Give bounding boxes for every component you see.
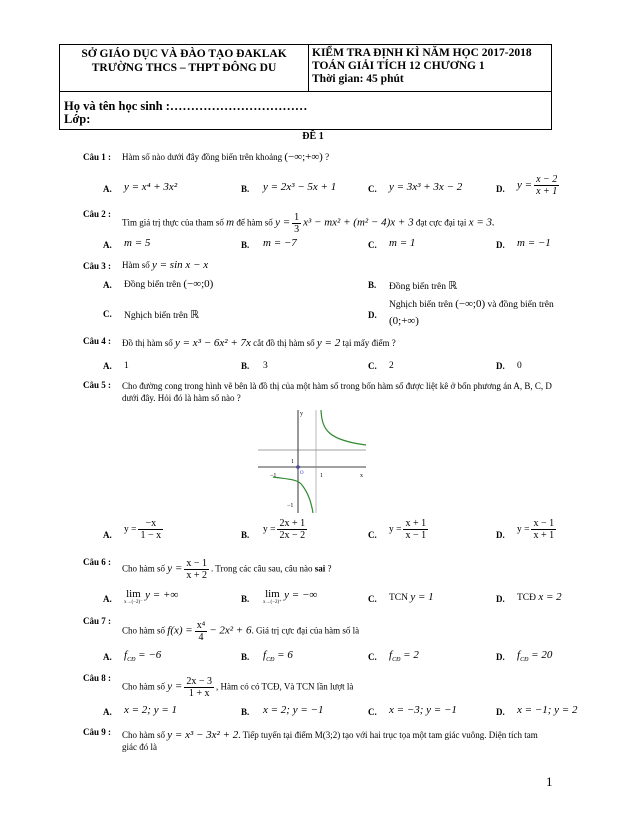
- option-c: 2: [389, 361, 394, 371]
- option-label: D.: [496, 361, 505, 371]
- option-d: [389, 296, 554, 330]
- option-func: f: [124, 649, 128, 661]
- stem-text: Cho hàm số: [122, 681, 166, 692]
- numerator: 2x − 3: [186, 676, 212, 687]
- stem-text: Tìm giá trị thực của tham số: [122, 217, 224, 228]
- option-label: C.: [368, 652, 377, 662]
- stem-func-prefix: y =: [275, 216, 291, 229]
- option-a: y = x⁴ + 3x²: [124, 181, 178, 193]
- stem-func-prefix: y =: [167, 680, 183, 693]
- option-text: Đồng biến trên: [124, 280, 181, 290]
- option-label: B.: [241, 240, 250, 250]
- option-label: B.: [241, 530, 250, 540]
- fraction: [534, 174, 559, 197]
- stem-func: − 2x² + 6: [209, 624, 252, 637]
- stem-end: tại mấy điểm ?: [342, 338, 396, 348]
- option-label: D.: [496, 594, 505, 604]
- stem-text-mid: để hàm số: [236, 217, 273, 228]
- stem-text: Cho hàm số: [122, 563, 166, 574]
- option-a: [124, 518, 165, 541]
- curve-right-branch: [321, 410, 366, 445]
- limit-symbol: lim: [265, 588, 280, 600]
- header-box: [59, 44, 552, 130]
- question-number: Câu 2 :: [83, 209, 112, 219]
- exam-info: [312, 47, 552, 86]
- stem-math-2: y = 2: [316, 337, 341, 349]
- exam-duration: Thời gian: 45 phút: [312, 73, 404, 85]
- option-d: m = −1: [517, 237, 551, 249]
- option-d-prefix: y =: [517, 179, 533, 192]
- option-text: Đồng biến trên: [389, 282, 446, 292]
- option-label: A.: [103, 280, 112, 290]
- option-label: D.: [496, 652, 505, 662]
- exam-title: KIỂM TRA ĐỊNH KÌ NĂM HỌC 2017-2018: [312, 47, 532, 59]
- limit-sub: x→(−2)⁺: [263, 600, 282, 605]
- option-label: A.: [103, 530, 112, 540]
- limit-symbol: lim: [126, 588, 141, 600]
- question-stem: [122, 558, 331, 581]
- question-number: Câu 9 :: [83, 727, 112, 737]
- option-label: B.: [241, 361, 250, 371]
- denominator: x + 2: [186, 570, 207, 581]
- numerator: x⁴: [196, 620, 206, 631]
- fraction: [184, 558, 209, 581]
- class-field: Lớp:: [64, 112, 91, 126]
- option-math: (−∞;0): [455, 298, 486, 310]
- option-label: A.: [103, 594, 112, 604]
- numerator: −x: [138, 518, 163, 530]
- fraction: [403, 518, 428, 541]
- option-math: y = +∞: [145, 589, 179, 601]
- option-label: A.: [103, 652, 112, 662]
- stem-text: Cho đường cong trong hình vẽ bên là đồ thị của một hàm số trong bốn hàm số được liệt kê ở bốn phương án A, B, C, D: [122, 381, 552, 391]
- option-label: B.: [241, 594, 250, 604]
- question-number: Câu 3 :: [83, 261, 112, 271]
- option-d: [517, 649, 552, 663]
- student-info: [64, 100, 307, 126]
- option-c: [389, 518, 430, 541]
- fraction: [277, 518, 307, 541]
- option-sub: CĐ: [392, 657, 401, 664]
- fraction: [531, 518, 556, 541]
- option-math-2: (0;+∞): [389, 315, 419, 327]
- stem-end: ?: [325, 152, 330, 162]
- header-divider: [308, 45, 309, 91]
- question-stem: [122, 380, 602, 404]
- stem-question-mark: ?: [327, 563, 332, 574]
- question-stem: [122, 212, 495, 235]
- option-label: D.: [368, 310, 377, 320]
- stem-func: x³ − mx² + (m² − 4)x + 3: [303, 216, 414, 229]
- numerator: x − 2: [536, 174, 558, 185]
- option-label: B.: [241, 652, 250, 662]
- student-name-field: Họ và tên học sinh :……………………………: [64, 99, 308, 113]
- question-stem: [122, 337, 396, 349]
- limit-sub: x→(−2)⁻: [124, 600, 143, 605]
- option-text-mid: và đồng biến trên: [487, 300, 554, 310]
- option-prefix: y =: [263, 524, 276, 535]
- stem-text-2: giác đó là: [122, 742, 157, 752]
- option-math: y = −∞: [284, 589, 318, 601]
- numerator: x − 1: [186, 558, 207, 569]
- option-math: x = 2: [538, 591, 562, 603]
- option-b: [263, 518, 309, 541]
- option-func: f: [389, 649, 393, 661]
- denominator: 3: [294, 224, 300, 235]
- header-divider-horizontal: [60, 91, 551, 92]
- denominator: 4: [198, 632, 204, 643]
- denominator: 1 + x: [188, 688, 210, 699]
- school-info: [60, 47, 308, 75]
- question-number: Câu 8 :: [83, 673, 112, 683]
- denominator: x + 1: [536, 186, 558, 197]
- stem-func-prefix: y =: [167, 562, 183, 575]
- option-math: y = 1: [410, 591, 434, 603]
- option-c: [389, 591, 434, 603]
- option-sub: CĐ: [127, 657, 136, 664]
- option-c: [389, 649, 419, 663]
- question-stem: [122, 151, 329, 163]
- option-label: A.: [103, 361, 112, 371]
- stem-math: y = x³ − 6x² + 7x: [175, 337, 251, 349]
- option-value: = 20: [531, 649, 553, 661]
- stem-end: . Tiếp tuyến tại điểm M(3;2) tạo với hai trục tọa một tam giác vuông. Diện tích tam: [238, 730, 538, 740]
- question-number: Câu 1 :: [83, 152, 112, 162]
- denominator: x − 1: [405, 530, 427, 541]
- department-name: SỞ GIÁO DỤC VÀ ĐÀO TẠO ĐAKLAK: [81, 48, 287, 60]
- option-c: [124, 308, 199, 321]
- stem-tail: đạt cực đại tại: [415, 217, 467, 228]
- x-axis-label: x: [360, 473, 363, 479]
- option-b: x = 2; y = −1: [263, 704, 324, 716]
- school-name: TRƯỜNG THCS – THPT ĐÔNG DU: [91, 62, 277, 74]
- option-d: [517, 591, 562, 603]
- stem-text-mid: cắt đồ thị hàm số: [253, 338, 315, 348]
- option-a: x = 2; y = 1: [124, 704, 178, 716]
- stem-math: y = x³ − 3x² + 2: [167, 729, 239, 741]
- option-text: TCN: [389, 593, 408, 603]
- fraction: [292, 212, 301, 235]
- denominator: x + 1: [533, 530, 555, 541]
- option-text: Nghịch biến trên: [389, 300, 453, 310]
- option-b: [263, 589, 317, 606]
- option-label: B.: [241, 184, 250, 194]
- option-math: (−∞;0): [183, 278, 214, 290]
- option-a: [124, 278, 213, 290]
- tick-label: 1: [320, 473, 323, 479]
- stem-text: Hàm số nào dưới đây đồng biến trên khoảng: [122, 152, 283, 162]
- question-number: Câu 6 :: [83, 557, 112, 567]
- origin-label: O: [300, 471, 304, 476]
- limit: [263, 589, 282, 606]
- option-a: 1: [124, 361, 129, 371]
- option-math: ℝ: [190, 309, 199, 321]
- option-label: D.: [496, 240, 505, 250]
- question-stem: [122, 729, 592, 753]
- stem-var: m: [226, 216, 235, 229]
- option-b: [389, 279, 457, 292]
- option-c: x = −3; y = −1: [389, 704, 457, 716]
- option-value: = −6: [138, 649, 162, 661]
- option-label: C.: [368, 594, 377, 604]
- option-d: x = −1; y = 2: [517, 704, 578, 716]
- option-c: y = 3x³ + 3x − 2: [389, 181, 463, 193]
- option-prefix: y =: [124, 524, 137, 535]
- option-d: [517, 518, 558, 541]
- function-graph: [258, 405, 376, 515]
- option-c: m = 1: [389, 237, 416, 249]
- stem-func-prefix: f(x) =: [167, 624, 193, 637]
- option-b: [263, 649, 293, 663]
- option-func: f: [263, 649, 267, 661]
- stem-end: . Giá trị cực đại của hàm số là: [251, 625, 360, 636]
- option-label: B.: [241, 707, 250, 717]
- numerator: x + 1: [405, 518, 427, 529]
- option-text: Nghịch biến trên: [124, 311, 188, 321]
- stem-text: Cho hàm số: [122, 730, 166, 740]
- option-d: 0: [517, 361, 522, 371]
- option-a: [124, 589, 178, 606]
- tick-label: −1: [287, 503, 294, 509]
- page-number: 1: [546, 774, 553, 789]
- option-label: C.: [368, 530, 377, 540]
- question-stem: [122, 620, 359, 643]
- fraction: [195, 620, 208, 643]
- option-b: 3: [263, 361, 268, 371]
- option-label: A.: [103, 184, 112, 194]
- stem-end: , Hàm có có TCĐ, Và TCN lần lượt là: [215, 681, 354, 692]
- stem-x: x = 3.: [468, 216, 495, 229]
- y-axis-label: y: [300, 411, 303, 417]
- stem-text: Đồ thị hàm số: [122, 338, 173, 348]
- option-label: D.: [496, 530, 505, 540]
- stem-text: Hàm số: [122, 260, 150, 270]
- option-label: B.: [368, 280, 377, 290]
- option-d: [517, 174, 561, 197]
- question-number: Câu 4 :: [83, 336, 112, 346]
- fraction: [184, 676, 214, 699]
- numerator: 2x + 1: [279, 518, 306, 529]
- option-prefix: y =: [389, 524, 402, 535]
- stem-end: . Trong các câu sau, câu nào: [210, 563, 313, 574]
- question-stem: [122, 259, 208, 271]
- denominator: 1 − x: [140, 530, 162, 541]
- option-value: = 2: [403, 649, 419, 661]
- tick-label: −1: [270, 473, 277, 479]
- option-text: TCĐ: [517, 593, 536, 603]
- stem-emphasis: sai: [314, 563, 326, 574]
- question-stem: [122, 676, 353, 699]
- option-b: y = 2x³ − 5x + 1: [263, 181, 337, 193]
- option-label: C.: [368, 184, 377, 194]
- option-label: C.: [103, 309, 112, 319]
- tick-label: 1: [291, 459, 294, 465]
- option-prefix: y =: [517, 524, 530, 535]
- stem-math: (−∞;+∞): [284, 151, 323, 163]
- numerator: 1: [294, 212, 300, 223]
- option-func: f: [517, 649, 521, 661]
- option-b: m = −7: [263, 237, 297, 249]
- stem-math: y = sin x − x: [152, 259, 209, 271]
- option-label: C.: [368, 361, 377, 371]
- numerator: x − 1: [533, 518, 555, 529]
- option-label: A.: [103, 707, 112, 717]
- question-number: Câu 5 :: [83, 380, 112, 390]
- fraction: [138, 518, 163, 541]
- limit: [124, 589, 143, 606]
- option-label: C.: [368, 240, 377, 250]
- option-label: A.: [103, 240, 112, 250]
- stem-text: Cho hàm số: [122, 625, 166, 636]
- option-a: [124, 649, 161, 663]
- option-label: C.: [368, 707, 377, 717]
- denominator: 2x − 2: [279, 530, 306, 541]
- option-label: D.: [496, 707, 505, 717]
- option-math: ℝ: [448, 280, 458, 292]
- option-sub: CĐ: [266, 657, 275, 664]
- question-number: Câu 7 :: [83, 616, 112, 626]
- option-sub: CĐ: [520, 657, 529, 664]
- option-label: D.: [496, 184, 505, 194]
- exam-subject: TOÁN GIẢI TÍCH 12 CHƯƠNG 1: [312, 60, 485, 72]
- stem-text-2: dưới đây. Hỏi đó là hàm số nào ?: [122, 393, 241, 403]
- exam-code: ĐỀ 1: [302, 131, 324, 142]
- option-a: m = 5: [124, 237, 151, 249]
- option-value: = 6: [277, 649, 293, 661]
